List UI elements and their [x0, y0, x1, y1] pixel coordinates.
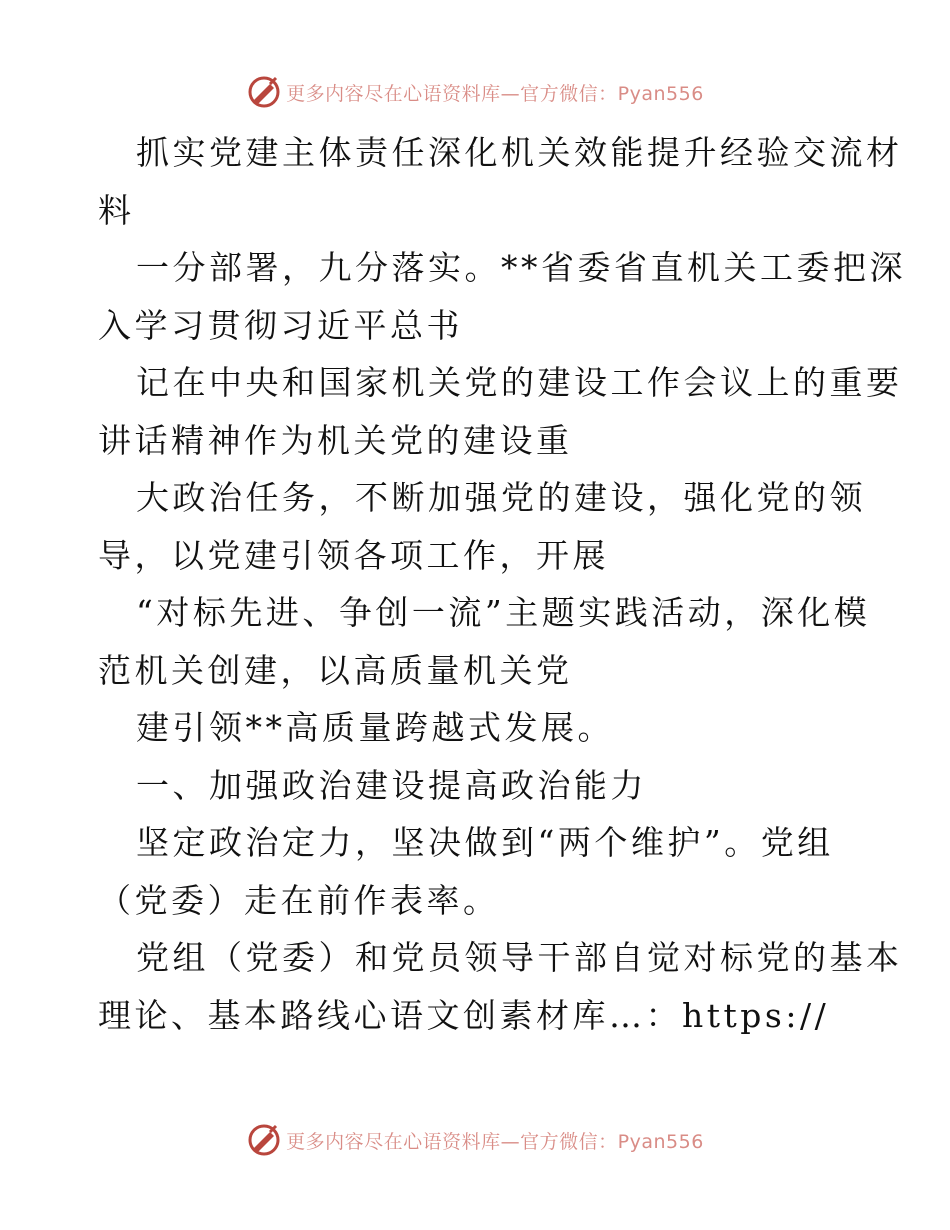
text-line: “对标先进、争创一流”主题实践活动，深化模 [136, 593, 871, 632]
text-line: 范机关创建，以高质量机关党 [98, 650, 573, 690]
watermark-text: 更多内容尽在心语资料库—官方微信：Pyan556 [286, 1130, 704, 1153]
text-line: 党组（党委）和党员领导干部自觉对标党的基本 [136, 938, 903, 977]
text-line: （党委）走在前作表率。 [98, 880, 500, 920]
text-line: 坚定政治定力，坚决做到“两个维护”。党组 [136, 823, 834, 862]
pen-circle-icon [246, 1122, 282, 1158]
section-heading: 一、加强政治建设提高政治能力 [136, 765, 647, 805]
text-line: 一分部署，九分落实。**省委省直机关工委把深 [136, 248, 906, 287]
text-line: 导，以党建引领各项工作，开展 [98, 535, 609, 575]
pen-circle-icon [246, 74, 282, 110]
text-line: 入学习贯彻习近平总书 [98, 305, 463, 345]
text-line: 大政治任务，不断加强党的建设，强化党的领 [136, 478, 866, 517]
text-line: 抓实党建主体责任深化机关效能提升经验交流材 [136, 133, 903, 172]
text-line: 料 [98, 190, 135, 230]
text-line: 理论、基本路线心语文创素材库…：https:// [98, 995, 830, 1035]
document-body [98, 124, 906, 1044]
text-line: 建引领**高质量跨越式发展。 [136, 708, 614, 747]
watermark-text: 更多内容尽在心语资料库—官方微信：Pyan556 [286, 82, 704, 105]
text-line: 讲话精神作为机关党的建设重 [98, 420, 573, 460]
text-line: 记在中央和国家机关党的建设工作会议上的重要 [136, 363, 903, 402]
footer-watermark [0, 1120, 950, 1160]
header-watermark [0, 72, 950, 112]
